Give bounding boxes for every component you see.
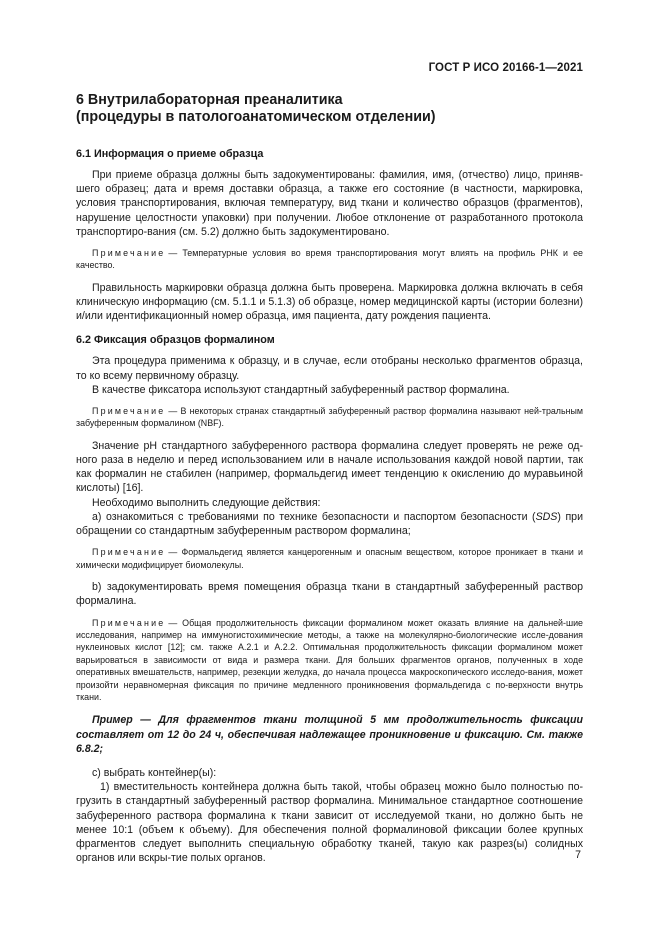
note-label: Примечание [92,617,166,628]
note-6-2-2 [76,546,583,571]
paragraph-6-1-1: При приеме образца должны быть задокументированы: фамилия, имя, (отчество) лицо, приняв-шего образец; дата и время доставки образца, а также его состояние (в частности, маркировка, условия транспортирования, включая температуру, вид ткани и количество образцов (фрагментов), нарушение целостности упаковки) при получении. Любое отклонение от разработанного протокола транспортиро-вания (см. 5.2) должно быть задокументировано. [76,169,583,238]
section-title-line2: (процедуры в патологоанатомическом отделении) [76,109,436,125]
page-content [76,92,583,865]
paragraph-6-1-2: Правильность маркировки образца должна быть проверена. Маркировка должна включать в себя клиническую информацию (см. 5.1.1 и 5.1.3) об образце, номер медицинской карты (истории болезни) и/или идентификационный номер образца, имя пациента, дату рождения пациента. [76,281,583,323]
note-6-2-1 [76,405,583,430]
example-paragraph: Пример — Для фрагментов ткани толщиной 5 мм продолжительность фиксации составляет от 12 до 24 ч, обеспечивая надлежащее проникновение и фиксацию. См. также 6.8.2; [76,714,583,755]
section-title [76,92,583,126]
paragraph-6-2-2: В качестве фиксатора используют стандартный забуференный раствор формалина. [92,383,510,396]
paragraph-6-2-1: Эта процедура применима к образцу, и в случае, если отобраны несколько фрагментов образца, то ко всему первичному образцу. [76,355,583,382]
note-text: — Формальдегид является канцерогенным и опасным веществом, которое проникает в ткани и химически модифицирует биомолекулы. [76,547,583,570]
list-item-a-post: ) при обращении со стандартным забуференным раствором формалина; [76,510,583,538]
section-title-line1: 6 Внутрилабораторная преаналитика [76,92,343,108]
note-6-1 [76,247,583,272]
paragraph-6-2-3: Значение pH стандартного забуференного раствора формалина следует проверять не реже од-ного раза в неделю и перед использованием или в начале использования каждой новой партии, так как формалин не стабилен (например, формальдегид имеет тенденцию к окислению до муравьиной кислоты) [16]. [76,439,583,495]
note-text: — В некоторых странах стандартный забуференный раствор формалина называют ней-тральным забуференным формалином (NBF). [76,406,583,429]
paragraph-6-2-4: Необходимо выполнить следующие действия: [92,496,321,509]
note-label: Примечание [92,248,166,259]
list-item-a [76,510,583,538]
document-header: ГОСТ Р ИСО 20166-1—2021 [428,62,583,74]
subsection-6-2-heading: 6.2 Фиксация образцов формалином [76,334,275,347]
subsection-6-1-heading: 6.1 Информация о приеме образца [76,148,264,160]
list-item-c-1: 1) вместительность контейнера должна быть такой, чтобы образец можно было полностью по-грузить в стандартный забуференный раствор формалина. Минимальное стандартное соотношение забуференного раствора формалина к ткани зависит от исследуемой ткани, но должно быть не менее 10:1 (объем к объему). Для обеспечения полной формалиновой фиксации более крупных фрагментов следует выполнить специальную обработку тканей, такую как разрез(ы) солидных органов или вскры-тие полых органов. [76,781,583,865]
list-item-c: c) выбрать контейнер(ы): [92,766,217,779]
page-number: 7 [575,849,581,861]
note-label: Примечание [92,547,166,558]
list-item-a-sds: SDS [535,510,558,523]
note-text: — Общая продолжительность фиксации формалином может оказать влияние на дальней-шие исследования, например на иммуногистохимические методы, а также на молекулярно-биологические иссле-дования нуклеиновых кислот [12]; см. также А.2.1 и А.2.2. Оптимальная продолжительность фиксации формалином может варьироваться в зависимости от вида и размера ткани. Для больших фрагментов органов, полученных в ходе оперативных вмешательств, например, резекции желудка, до начала процесса макроскопического исследо-вания, может произойти неравномерная фиксация по причине медленного проникновения формальдегида с по-верхности внутрь ткани. [76,617,583,702]
note-6-2-3 [76,617,583,704]
note-text: — Температурные условия во время транспортирования могут влиять на профиль РНК и ее качество. [76,248,583,271]
note-label: Примечание [92,406,166,417]
list-item-b: b) задокументировать время помещения образца ткани в стандартный забуференный раствор формалина. [76,581,583,608]
list-item-a-pre: a) ознакомиться с требованиями по технике безопасности и паспортом безопасности ( [92,510,536,523]
